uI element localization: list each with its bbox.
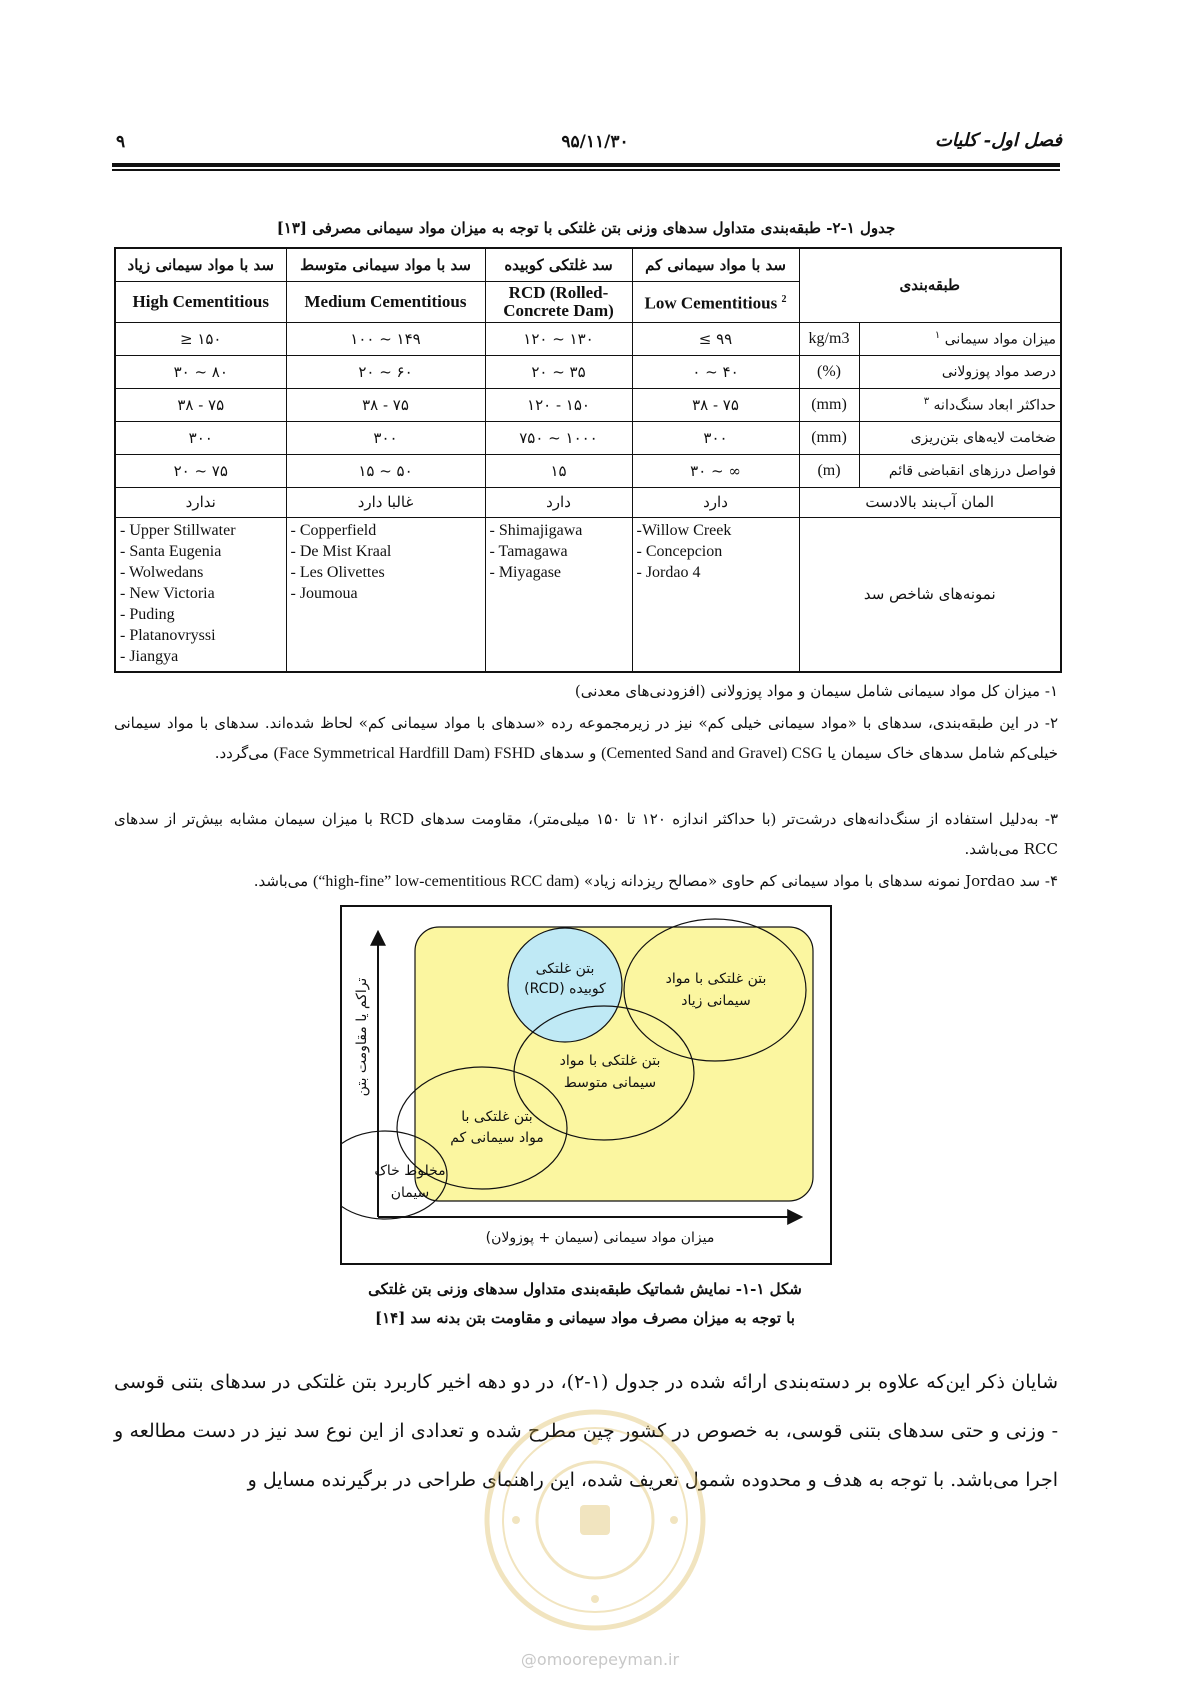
cell-value: ۱۵ bbox=[485, 454, 632, 487]
cell-value: غالبا دارد bbox=[286, 487, 485, 517]
col-header-fa-high: سد با مواد سیمانی زیاد bbox=[115, 248, 286, 281]
cell-value: ۱۵ ~ ۵۰ bbox=[286, 454, 485, 487]
high-cementitious-label: بتن غلتکی با مواد bbox=[665, 971, 767, 987]
classification-table bbox=[114, 247, 1062, 673]
cell-value: ۳۸ - ۷۵ bbox=[115, 388, 286, 421]
list-item: - Jordao 4 bbox=[636, 563, 701, 581]
list-item: - Wolwedans bbox=[120, 563, 204, 581]
cell-value: ۳۸ - ۷۵ bbox=[632, 388, 799, 421]
list-item: - De Mist Kraal bbox=[290, 542, 392, 560]
soil-cement-label: سیمان bbox=[390, 1185, 430, 1201]
col-header-en-medium: Medium Cementitious bbox=[286, 281, 485, 322]
cell-unit: kg/m3 bbox=[799, 322, 859, 355]
cell-value: ۳۰۰ bbox=[286, 421, 485, 454]
cell-value: ۱۰۰ ~ ۱۴۹ bbox=[286, 322, 485, 355]
col-header-en-low: Low Cementitious $^2$ bbox=[632, 281, 799, 322]
watermark-seal-icon bbox=[480, 1405, 710, 1635]
header-rule-thin bbox=[112, 169, 1060, 171]
cell-value: ≤ ۹۹ bbox=[632, 322, 799, 355]
col-header-fa-low: سد با مواد سیمانی کم bbox=[632, 248, 799, 281]
medium-cementitious-label: سیمانی متوسط bbox=[563, 1075, 657, 1091]
list-item: - Santa Eugenia bbox=[120, 542, 222, 560]
dam-examples-high bbox=[115, 517, 286, 672]
col-header-en-high: High Cementitious bbox=[115, 281, 286, 322]
cell-unit: (mm) bbox=[799, 421, 859, 454]
footnote-2: ۲- در این طبقه‌بندی، سدهای با «مواد سیمانی خیلی کم» نیز در زیرمجموعه رده «سدهای با مواد سیمانی کم» لحاظ شده‌اند. سدهای با مواد سیمانی خیلی‌کم شامل سدهای خاک سیمان یا (Cemented Sand and Gravel) CSG و سدهای (Face Symmetrical Hardfill Dam) FSHD می‌گردد. bbox=[114, 714, 1058, 762]
cell-value: ≥ ۱۵۰ bbox=[115, 322, 286, 355]
medium-cementitious-label: بتن غلتکی با مواد bbox=[559, 1053, 661, 1069]
rcd-label: کوبیده (RCD) bbox=[524, 981, 606, 997]
row-label: حداکثر ابعاد سنگ‌دانه $^۳$ bbox=[859, 388, 1061, 421]
row-label: ضخامت لایه‌های بتن‌ریزی bbox=[859, 421, 1061, 454]
cell-value: دارد bbox=[632, 487, 799, 517]
header-rule-thick bbox=[112, 163, 1060, 167]
table-row bbox=[115, 322, 1061, 355]
cell-unit: (m) bbox=[799, 454, 859, 487]
page-number: ۹ bbox=[116, 132, 126, 152]
footnote-ref: 2 bbox=[781, 293, 787, 305]
cell-value: ۲۰ ~ ۷۵ bbox=[115, 454, 286, 487]
footnote-1: ۱- میزان کل مواد سیمانی شامل سیمان و مواد پوزولانی (افزودنی‌های معدنی) bbox=[574, 682, 1058, 700]
list-item: - Les Olivettes bbox=[290, 563, 385, 581]
list-item: - Concepcion bbox=[636, 542, 723, 560]
list-item: - Tamagawa bbox=[489, 542, 568, 560]
soil-cement-label: مخلوط خاک bbox=[374, 1163, 446, 1179]
cell-unit: (%) bbox=[799, 355, 859, 388]
cell-value: دارد bbox=[485, 487, 632, 517]
footnote-3: ۳- به‌دلیل استفاده از سنگ‌دانه‌های درشت‌تر (با حداکثر اندازه ۱۲۰ تا ۱۵۰ میلی‌متر)، مقاومت سدهای RCD با میزان سیمان مشابه بیش‌تر از سدهای RCC می‌باشد. bbox=[114, 810, 1058, 858]
cell-value: ندارد bbox=[115, 487, 286, 517]
list-item: - Miyagase bbox=[489, 563, 562, 581]
cell-unit: (mm) bbox=[799, 388, 859, 421]
cell-value: ۳۰۰ bbox=[632, 421, 799, 454]
table-row bbox=[115, 454, 1061, 487]
cell-value: ۱۲۰ ~ ۱۳۰ bbox=[485, 322, 632, 355]
list-item: - Shimajigawa bbox=[489, 521, 583, 539]
chapter-title: فصل اول- کلیات bbox=[934, 130, 1062, 151]
watermark-text: @omoorepeyman.ir bbox=[520, 1650, 680, 1669]
low-cementitious-label: بتن غلتکی با bbox=[461, 1109, 533, 1125]
list-item: - Upper Stillwater bbox=[120, 521, 236, 539]
y-axis-label: تراکم یا مقاومت بتن bbox=[354, 977, 370, 1097]
cell-value: ۳۸ - ۷۵ bbox=[286, 388, 485, 421]
cell-value: ۲۰ ~ ۶۰ bbox=[286, 355, 485, 388]
row-label: نمونه‌های شاخص سد bbox=[799, 517, 1061, 672]
list-item: -Willow Creek bbox=[636, 521, 732, 539]
x-axis-label: میزان مواد سیمانی (سیمان + پوزولان) bbox=[485, 1230, 715, 1246]
rcd-label: بتن غلتکی bbox=[535, 961, 595, 977]
col-header-fa-medium: سد با مواد سیمانی متوسط bbox=[286, 248, 485, 281]
col-header-fa-rcd: سد غلتکی کوبیده bbox=[485, 248, 632, 281]
row-label: المان آب‌بند بالادست bbox=[799, 487, 1061, 517]
cell-value: ۳۰ ~ ۸۰ bbox=[115, 355, 286, 388]
table-row bbox=[115, 388, 1061, 421]
figure-caption bbox=[300, 1275, 870, 1333]
classification-header: طبقه‌بندی bbox=[799, 248, 1061, 322]
list-item: - Jiangya bbox=[120, 647, 179, 665]
footnote-4: ۴- سد Jordao نمونه سدهای با مواد سیمانی کم حاوی «مصالح ریزدانه زیاد» (“high-fine” low-cementitious RCC dam) می‌باشد. bbox=[253, 872, 1058, 890]
row-label: میزان مواد سیمانی $^۱$ bbox=[859, 322, 1061, 355]
row-label: فواصل درزهای انقباضی قائم bbox=[859, 454, 1061, 487]
cell-value: ۲۰ ~ ۳۵ bbox=[485, 355, 632, 388]
cell-value: ۳۰ ~ ∞ bbox=[632, 454, 799, 487]
row-label: درصد مواد پوزولانی bbox=[859, 355, 1061, 388]
table-row bbox=[115, 487, 1061, 517]
dam-examples-medium bbox=[286, 517, 485, 672]
figure-caption-line: با توجه به میزان مصرف مواد سیمانی و مقاومت بتن بدنه سد [۱۴] bbox=[374, 1309, 795, 1327]
list-item: - New Victoria bbox=[120, 584, 215, 602]
table-row bbox=[115, 517, 1061, 672]
list-item: - Copperfield bbox=[290, 521, 377, 539]
table-caption: جدول ۱-۲- طبقه‌بندی متداول سدهای وزنی بتن غلتکی با توجه به میزان مواد سیمانی مصرفی [۱۳] bbox=[276, 219, 896, 237]
table-row bbox=[115, 355, 1061, 388]
list-item: - Puding bbox=[120, 605, 175, 623]
list-item: - Platanovryssi bbox=[120, 626, 216, 644]
dam-examples-rcd bbox=[485, 517, 632, 672]
body-paragraph: شایان ذکر این‌که علاوه بر دسته‌بندی ارائه شده در جدول (۱-۲)، در دو دهه اخیر کاربرد بتن غلتکی در سدهای بتنی قوسی - وزنی و حتی سدهای بتنی قوسی، به خصوص در کشور چین مطرح شده و تعدادی از این نوع سد نیز در دست مطالعه و اجرا می‌باشد. با توجه به هدف و محدوده شمول تعریف شده، این راهنمای طراحی در برگیرنده مسایل و bbox=[114, 1371, 1058, 1491]
table-row bbox=[115, 421, 1061, 454]
cell-value: ۰ ~ ۴۰ bbox=[632, 355, 799, 388]
high-cementitious-label: سیمانی زیاد bbox=[681, 993, 751, 1009]
cell-value: ۳۰۰ bbox=[115, 421, 286, 454]
col-header-en-rcd: RCD (Rolled-Concrete Dam) bbox=[485, 281, 632, 322]
header-date: ۹۵/۱۱/۳۰ bbox=[561, 132, 629, 152]
list-item: - Joumoua bbox=[290, 584, 358, 602]
footnote-ref: ۳ bbox=[923, 395, 930, 407]
footnote-ref: ۱ bbox=[934, 329, 941, 341]
dam-examples-low bbox=[632, 517, 799, 672]
figure-caption-line: شکل ۱-۱- نمایش شماتیک طبقه‌بندی متداول سدهای وزنی بتن غلتکی bbox=[368, 1280, 802, 1298]
cell-value: ۷۵۰ ~ ۱۰۰۰ bbox=[485, 421, 632, 454]
low-cementitious-label: مواد سیمانی کم bbox=[450, 1130, 544, 1146]
cell-value: ۱۲۰ - ۱۵۰ bbox=[485, 388, 632, 421]
classification-figure bbox=[340, 905, 832, 1265]
